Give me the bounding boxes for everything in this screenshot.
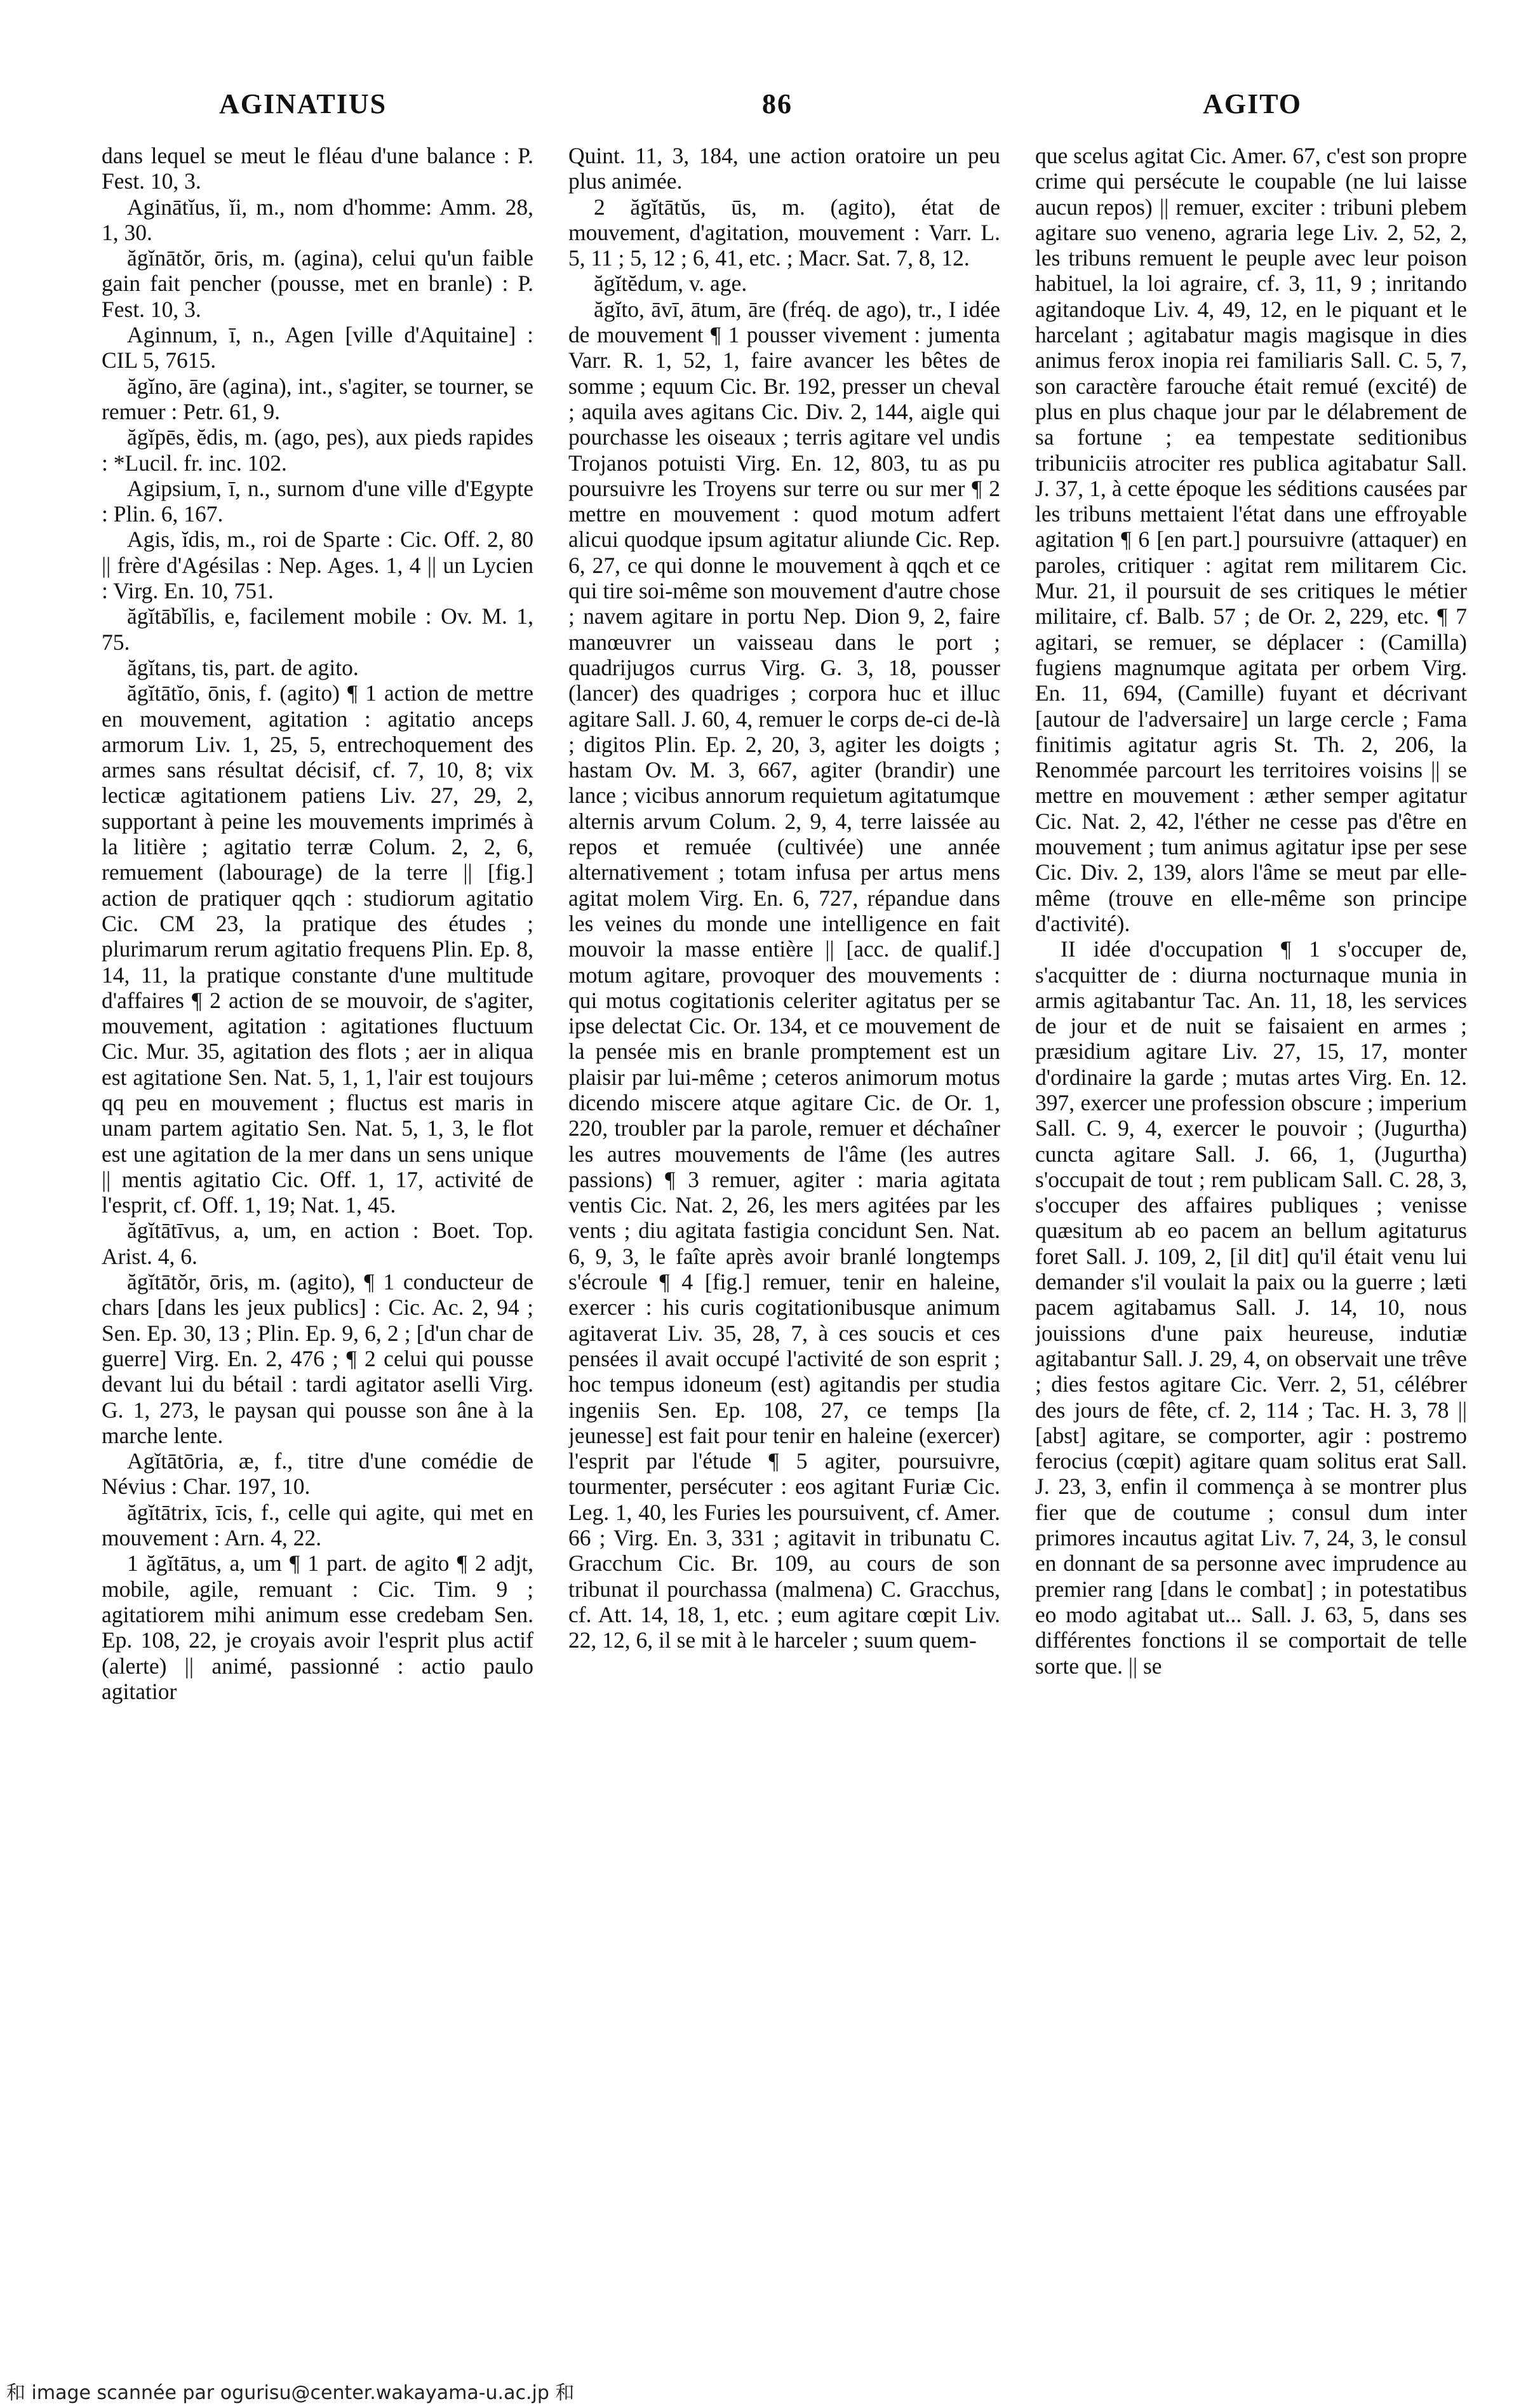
dictionary-entry: ăgĭno, āre (agina), int., s'agiter, se tourner, se remuer : Petr. 61, 9.: [102, 373, 533, 424]
page-number: 86: [762, 88, 793, 119]
column-1: [102, 143, 533, 2341]
dictionary-entry: Quint. 11, 3, 184, une action oratoire un peu plus animée.: [568, 143, 1000, 194]
dictionary-entry: ăgĭto, āvī, ātum, āre (fréq. de ago), tr., I idée de mouvement ¶ 1 pousser vivement : jumenta Varr. R. 1, 52, 1, faire avancer les bêtes de somme ; equum Cic. Br. 192, presser un cheval ; aquila aves agitans Cic. Div. 2, 144, aigle qui pourchasse les oiseaux ; terris agitare vel undis Trojanos potuisti Virg. En. 12, 803, tu as pu poursuivre les Troyens sur terre ou sur mer ¶ 2 mettre en mouvement : quod motum adfert alicui quodque ipsum agitatur aliunde Cic. Rep. 6, 27, ce qui donne le mouvement à qqch et ce qui tire soi-même son mouvement d'autre chose ; navem agitare in portu Nep. Dion 9, 2, faire manœuvrer un vaisseau dans le port ; quadrijugos currus Virg. G. 3, 18, pousser (lancer) des quadriges ; corpora huc et illuc agitare Sall. J. 60, 4, remuer le corps de-ci de-là ; digitos Plin. Ep. 2, 20, 3, agiter les doigts ; hastam Ov. M. 3, 667, agiter (brandir) une lance ; vicibus annorum requietum agitatumque alternis arvum Colum. 2, 9, 4, terre laissée au repos et remuée (cultivée) une année alternativement ; totam infusa per artus mens agitat molem Virg. En. 6, 727, répandue dans les veines du monde une intelligence en fait mouvoir la masse entière || [acc. de qualif.] motum agitare, provoquer des mouvements : qui motus cogitationis celeriter agitatus per se ipse delectat Cic. Or. 134, et ce mouvement de la pensée mis en branle promptement est un plaisir par lui-même ; ceteros animorum motus dicendo miscere atque agitare Cic. de Or. 1, 220, troubler par la parole, remuer et déchaîner les autres mouvements de l'âme (les autres passions) ¶ 3 remuer, agiter : maria agitata ventis Cic. Nat. 2, 26, les mers agitées par les vents ; diu agitata fastigia concidunt Sen. Nat. 6, 9, 3, le faîte après avoir branlé longtemps s'écroule ¶ 4 [fig.] remuer, tenir en haleine, exercer : his curis cogitationibusque animum agitaverat Liv. 35, 28, 7, à ces soucis et ces pensées il avait occupé l'activité de son esprit ; hoc tempus idoneum (est) agitandis per studia ingeniis Sen. Ep. 108, 27, ce temps [la jeunesse] est fait pour tenir en haleine (exercer) l'esprit par l'étude ¶ 5 agiter, poursuivre, tourmenter, persécuter : eos agitant Furiæ Cic. Leg. 1, 40, les Furies les poursuivent, cf. Amer. 66 ; Virg. En. 3, 331 ; agitavit in tribunatu C. Gracchum Cic. Br. 109, au cours de son tribunat il pourchassa (malmena) C. Gracchus, cf. Att. 14, 18, 1, etc. ; eum agitare cœpit Liv. 22, 12, 6, il se mit à le harceler ; suum quem-: [568, 296, 1000, 1653]
dictionary-entry: ăgĭtātrix, īcis, f., celle qui agite, qui met en mouvement : Arn. 4, 22.: [102, 1499, 533, 1551]
dictionary-entry: Agipsium, ī, n., surnom d'une ville d'Egypte : Plin. 6, 167.: [102, 475, 533, 527]
column-3: [1035, 143, 1467, 2341]
dictionary-entry: 2 ăgĭtātŭs, ūs, m. (agito), état de mouvement, d'agitation, mouvement : Varr. L. 5, 11 ; 5, 12 ; 6, 41, etc. ; Macr. Sat. 7, 8, 12.: [568, 194, 1000, 271]
dictionary-entry: II idée d'occupation ¶ 1 s'occuper de, s'acquitter de : diurna nocturnaque munia in armis agitabantur Tac. An. 11, 18, les services de jour et de nuit se faisaient en armes ; præsidium agitare Liv. 27, 15, 17, monter d'ordinaire la garde ; mutas artes Virg. En. 12. 397, exercer une profession obscure ; imperium Sall. C. 9, 4, exercer le pouvoir ; (Jugurtha) cuncta agitare Sall. J. 66, 1, (Jugurtha) s'occupait de tout ; rem publicam Sall. C. 28, 3, s'occuper des affaires publiques ; venisse quæsitum ab eo pacem an bellum agitaturus foret Sall. J. 109, 2, [il dit] qu'il était venu lui demander s'il voulait la paix ou la guerre ; læti pacem agitabamus Sall. J. 14, 10, nous jouissions d'une paix heureuse, indutiæ agitabantur Sall. J. 29, 4, on observait une trêve ; dies festos agitare Cic. Verr. 2, 51, célébrer des jours de fête, cf. 2, 114 ; Tac. H. 3, 78 || [abst] agitare, se comporter, agir : postremo ferocius (cœpit) agitare quam solitus erat Sall. J. 23, 3, enfin il commença à se montrer plus fier que de coutume ; consul dum inter primores incautus agitat Liv. 7, 24, 3, le consul en donnant de sa personne avec imprudence au premier rang [dans le combat] ; in potestatibus eo modo agitabat ut... Sall. J. 63, 5, dans ses différentes fonctions il se comportait de telle sorte que. || se: [1035, 936, 1467, 1679]
dictionary-entry: ăgĭtātīvus, a, um, en action : Boet. Top. Arist. 4, 6.: [102, 1218, 533, 1269]
dictionary-entry: que scelus agitat Cic. Amer. 67, c'est son propre crime qui persécute le coupable (ne lui laisse aucun repos) || remuer, exciter : tribuni plebem agitare suo veneno, agraria lege Liv. 2, 52, 2, les tribuns remuent le peuple avec leur poison habituel, la loi agraire, cf. 3, 11, 9 ; inritando agitandoque Liv. 4, 49, 12, en le piquant et le harcelant ; agitabatur magis magisque in dies animus ferox inopia rei familiaris Sall. C. 5, 7, son caractère farouche était remué (excité) de plus en plus chaque jour par le délabrement de sa fortune ; ea tempestate seditionibus tribuniciis atrociter res publica agitabatur Sall. J. 37, 1, à cette époque les séditions causées par les tribuns mettaient l'état dans une effroyable agitation ¶ 6 [en part.] poursuivre (attaquer) en paroles, critiquer : agitat rem militarem Cic. Mur. 21, il poursuit de ses critiques le métier militaire, cf. Balb. 57 ; de Or. 2, 229, etc. ¶ 7 agitari, se remuer, se déplacer : (Camilla) fugiens magnumque agitata per orbem Virg. En. 11, 694, (Camille) fuyant et décrivant [autour de l'adversaire] un large cercle ; Fama finitimis agitatur agris St. Th. 2, 206, la Renommée parcourt les territoires voisins || se mettre en mouvement : æther semper agitatur Cic. Nat. 2, 42, l'éther ne cesse pas d'être en mouvement ; tum animus agitatur ipse per sese Cic. Div. 2, 139, alors l'âme se meut par elle-même (trouve en elle-même son principe d'activité).: [1035, 143, 1467, 936]
dictionary-entry: ăgĭtābĭlis, e, facilement mobile : Ov. M. 1, 75.: [102, 603, 533, 655]
dictionary-entry: ăgĭpēs, ĕdis, m. (ago, pes), aux pieds rapides : *Lucil. fr. inc. 102.: [102, 424, 533, 476]
dictionary-entry: Agĭtātōria, æ, f., titre d'une comédie de Névius : Char. 197, 10.: [102, 1448, 533, 1500]
dictionary-entry: dans lequel se meut le fléau d'une balance : P. Fest. 10, 3.: [102, 143, 533, 194]
running-header: [0, 81, 1540, 132]
dictionary-entry: ăgĭtans, tis, part. de agito.: [127, 654, 359, 680]
dictionary-entry: Agis, ĭdis, m., roi de Sparte : Cic. Off. 2, 80 || frère d'Agésilas : Nep. Ages. 1, 4 || un Lycien : Virg. En. 10, 751.: [102, 527, 533, 604]
dictionary-entry: ăgĭtātĭo, ōnis, f. (agito) ¶ 1 action de mettre en mouvement, agitation : agitatio anceps armorum Liv. 1, 25, 5, entrechoquement des armes sans résultat décisif, cf. 7, 10, 8; vix lecticæ agitationem patiens Liv. 27, 29, 2, supportant à peine les mouvements imprimés à la litière ; agitatio terræ Colum. 2, 2, 6, remuement (labourage) de la terre || [fig.] action de pratiquer qqch : studiorum agitatio Cic. CM 23, la pratique des études ; plurimarum rerum agitatio frequens Plin. Ep. 8, 14, 11, la pratique constante d'une multitude d'affaires ¶ 2 action de se mouvoir, de s'agiter, mouvement, agitation : agitationes fluctuum Cic. Mur. 35, agitation des flots ; aer in aliqua est agitatione Sen. Nat. 5, 1, 1, l'air est toujours qq peu en mouvement ; fluctus est maris in unam partem agitatio Sen. Nat. 5, 1, 3, le flot est une agitation de la mer dans un sens unique || mentis agitatio Cic. Off. 1, 17, activité de l'esprit, cf. Off. 1, 19; Nat. 1, 45.: [102, 680, 533, 1218]
header-left-guide-word: AGINATIUS: [219, 88, 387, 119]
text-columns: [102, 143, 1540, 2341]
dictionary-entry: Aginātĭus, ĭi, m., nom d'homme: Amm. 28, 1, 30.: [102, 194, 533, 245]
header-right-guide-word: AGITO: [1203, 88, 1302, 119]
dictionary-entry: ăgĭtātŏr, ōris, m. (agito), ¶ 1 conducteur de chars [dans les jeux publics] : Cic. Ac. 2, 94 ; Sen. Ep. 30, 13 ; Plin. Ep. 9, 6, 2 ; [d'un char de guerre] Virg. En. 2, 476 ; ¶ 2 celui qui pousse devant lui du bétail : tardi agitator aselli Virg. G. 1, 273, le paysan qui pousse son âne à la marche lente.: [102, 1269, 533, 1448]
dictionary-entry: Aginnum, ī, n., Agen [ville d'Aquitaine] : CIL 5, 7615.: [102, 322, 533, 373]
column-2: [568, 143, 1000, 2341]
dictionary-entry: 1 ăgĭtātus, a, um ¶ 1 part. de agito ¶ 2 adjt, mobile, agile, remuant : Cic. Tim. 9 ; agitatiorem mihi animum esse credebam Sen. Ep. 108, 22, je croyais avoir l'esprit plus actif (alerte) || animé, passionné : actio paulo agitatior: [102, 1550, 533, 1704]
scan-credit: 和 image scannée par ogurisu@center.wakayama-u.ac.jp 和: [6, 2382, 575, 2404]
dictionary-entry: ăgĭnātŏr, ōris, m. (agina), celui qu'un faible gain fait pencher (pousse, met en branle) : P. Fest. 10, 3.: [102, 245, 533, 322]
dictionary-entry: ăgĭtĕdum, v. age.: [594, 271, 747, 297]
